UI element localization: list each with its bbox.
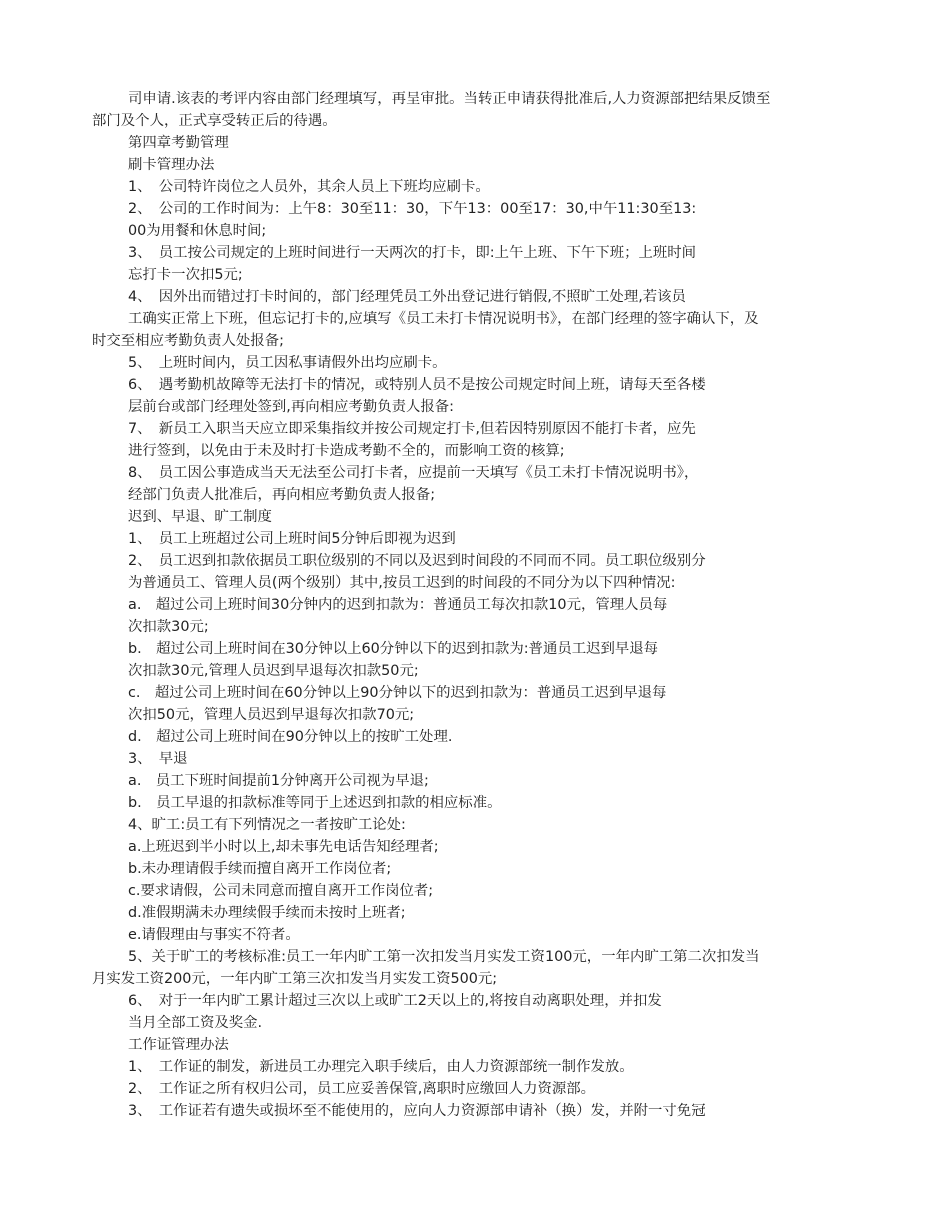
paragraph-line: 当月全部工资及奖金. <box>128 1015 263 1031</box>
paragraph-line: 4、旷工:员工有下列情况之一者按旷工论处: <box>128 817 406 833</box>
paragraph-line: 司申请.该表的考评内容由部门经理填写，再呈审批。当转正申请获得批准后,人力资源部把结果反馈至 <box>128 91 771 107</box>
paragraph-line: b.未办理请假手续而擅自离开工作岗位者; <box>128 861 392 877</box>
paragraph-line: 1、 员工上班超过公司上班时间5分钟后即视为迟到 <box>128 531 456 547</box>
paragraph-line: 00为用餐和休息时间; <box>128 223 267 239</box>
paragraph-line: 5、 上班时间内，员工因私事请假外出均应刷卡。 <box>128 355 447 371</box>
paragraph-line: d.准假期满未办理续假手续而未按时上班者; <box>128 905 406 921</box>
paragraph-line: 部门及个人，正式享受转正后的待遇。 <box>92 113 337 129</box>
section-heading: 迟到、早退、旷工制度 <box>128 509 272 525</box>
section-heading: 工作证管理办法 <box>128 1037 229 1053</box>
paragraph-line: a.上班迟到半小时以上,却未事先电话告知经理者; <box>128 839 439 855</box>
paragraph-line: 6、 遇考勤机故障等无法打卡的情况，或特别人员不是按公司规定时间上班，请每天至各楼 <box>128 377 706 393</box>
paragraph-line: 次扣款30元,管理人员迟到早退每次扣款50元; <box>128 663 419 679</box>
paragraph-line: 工确实正常上下班，但忘记打卡的,应填写《员工未打卡情况说明书》，在部门经理的签字确认下，及 <box>128 311 759 327</box>
paragraph-line: 8、 员工因公事造成当天无法至公司打卡者，应提前一天填写《员工未打卡情况说明书》， <box>128 465 699 481</box>
paragraph-line: 次扣款30元; <box>128 619 209 635</box>
paragraph-line: 2、 员工迟到扣款依据员工职位级别的不同以及迟到时间段的不同而不同。员工职位级别分 <box>128 553 706 569</box>
paragraph-line: d. 超过公司上班时间在90分钟以上的按旷工处理. <box>128 729 453 745</box>
paragraph-line: 7、 新员工入职当天应立即采集指纹并按公司规定打卡,但若因特别原因不能打卡者，应先 <box>128 421 696 437</box>
paragraph-line: 时交至相应考勤负责人处报备; <box>92 333 284 349</box>
paragraph-line: 2、 工作证之所有权归公司，员工应妥善保管,离职时应缴回人力资源部。 <box>128 1081 596 1097</box>
paragraph-line: b. 员工早退的扣款标准等同于上述迟到扣款的相应标准。 <box>128 795 502 811</box>
paragraph-line: 5、关于旷工的考核标准:员工一年内旷工第一次扣发当月实发工资100元，一年内旷工第二次扣发当 <box>128 949 760 965</box>
chapter-heading: 第四章考勤管理 <box>128 135 229 151</box>
paragraph-line: a. 员工下班时间提前1分钟离开公司视为早退; <box>128 773 429 789</box>
paragraph-line: a. 超过公司上班时间30分钟内的迟到扣款为：普通员工每次扣款10元，管理人员每 <box>128 597 668 613</box>
paragraph-line: 次扣50元，管理人员迟到早退每次扣款70元; <box>128 707 415 723</box>
paragraph-line: 1、 工作证的制发，新进员工办理完入职手续后，由人力资源部统一制作发放。 <box>128 1059 634 1075</box>
paragraph-line: 3、 员工按公司规定的上班时间进行一天两次的打卡，即:上午上班、下午下班；上班时间 <box>128 245 697 261</box>
paragraph-line: 2、 公司的工作时间为：上午8：30至11：30，下午13：00至17：30,中午11:30至13: <box>128 201 697 217</box>
paragraph-line: 6、 对于一年内旷工累计超过三次以上或旷工2天以上的,将按自动离职处理，并扣发 <box>128 993 662 1009</box>
paragraph-line: 3、 早退 <box>128 751 188 767</box>
paragraph-line: 忘打卡一次扣5元; <box>128 267 243 283</box>
paragraph-line: 进行签到，以免由于未及时打卡造成考勤不全的，而影响工资的核算; <box>128 443 565 459</box>
paragraph-line: 3、 工作证若有遗失或损坏至不能使用的，应向人力资源部申请补（换）发，并附一寸免冠 <box>128 1103 706 1119</box>
paragraph-line: 经部门负责人批准后，再向相应考勤负责人报备; <box>128 487 436 503</box>
paragraph-line: e.请假理由与事实不符者。 <box>128 927 300 943</box>
paragraph-line: 4、 因外出而错过打卡时间的，部门经理凭员工外出登记进行销假,不照旷工处理,若该员 <box>128 289 686 305</box>
section-heading: 刷卡管理办法 <box>128 157 215 173</box>
paragraph-line: c. 超过公司上班时间在60分钟以上90分钟以下的迟到扣款为：普通员工迟到早退每 <box>128 685 667 701</box>
paragraph-line: 1、 公司特许岗位之人员外，其余人员上下班均应刷卡。 <box>128 179 490 195</box>
paragraph-line: c.要求请假，公司未同意而擅自离开工作岗位者; <box>128 883 434 899</box>
paragraph-line: 层前台或部门经理处签到,再向相应考勤负责人报备: <box>128 399 455 415</box>
paragraph-line: 月实发工资200元，一年内旷工第三次扣发当月实发工资500元; <box>92 971 498 987</box>
paragraph-line: 为普通员工、管理人员(两个级别）其中,按员工迟到的时间段的不同分为以下四种情况: <box>128 575 676 591</box>
paragraph-line: b. 超过公司上班时间在30分钟以上60分钟以下的迟到扣款为:普通员工迟到早退每 <box>128 641 659 657</box>
